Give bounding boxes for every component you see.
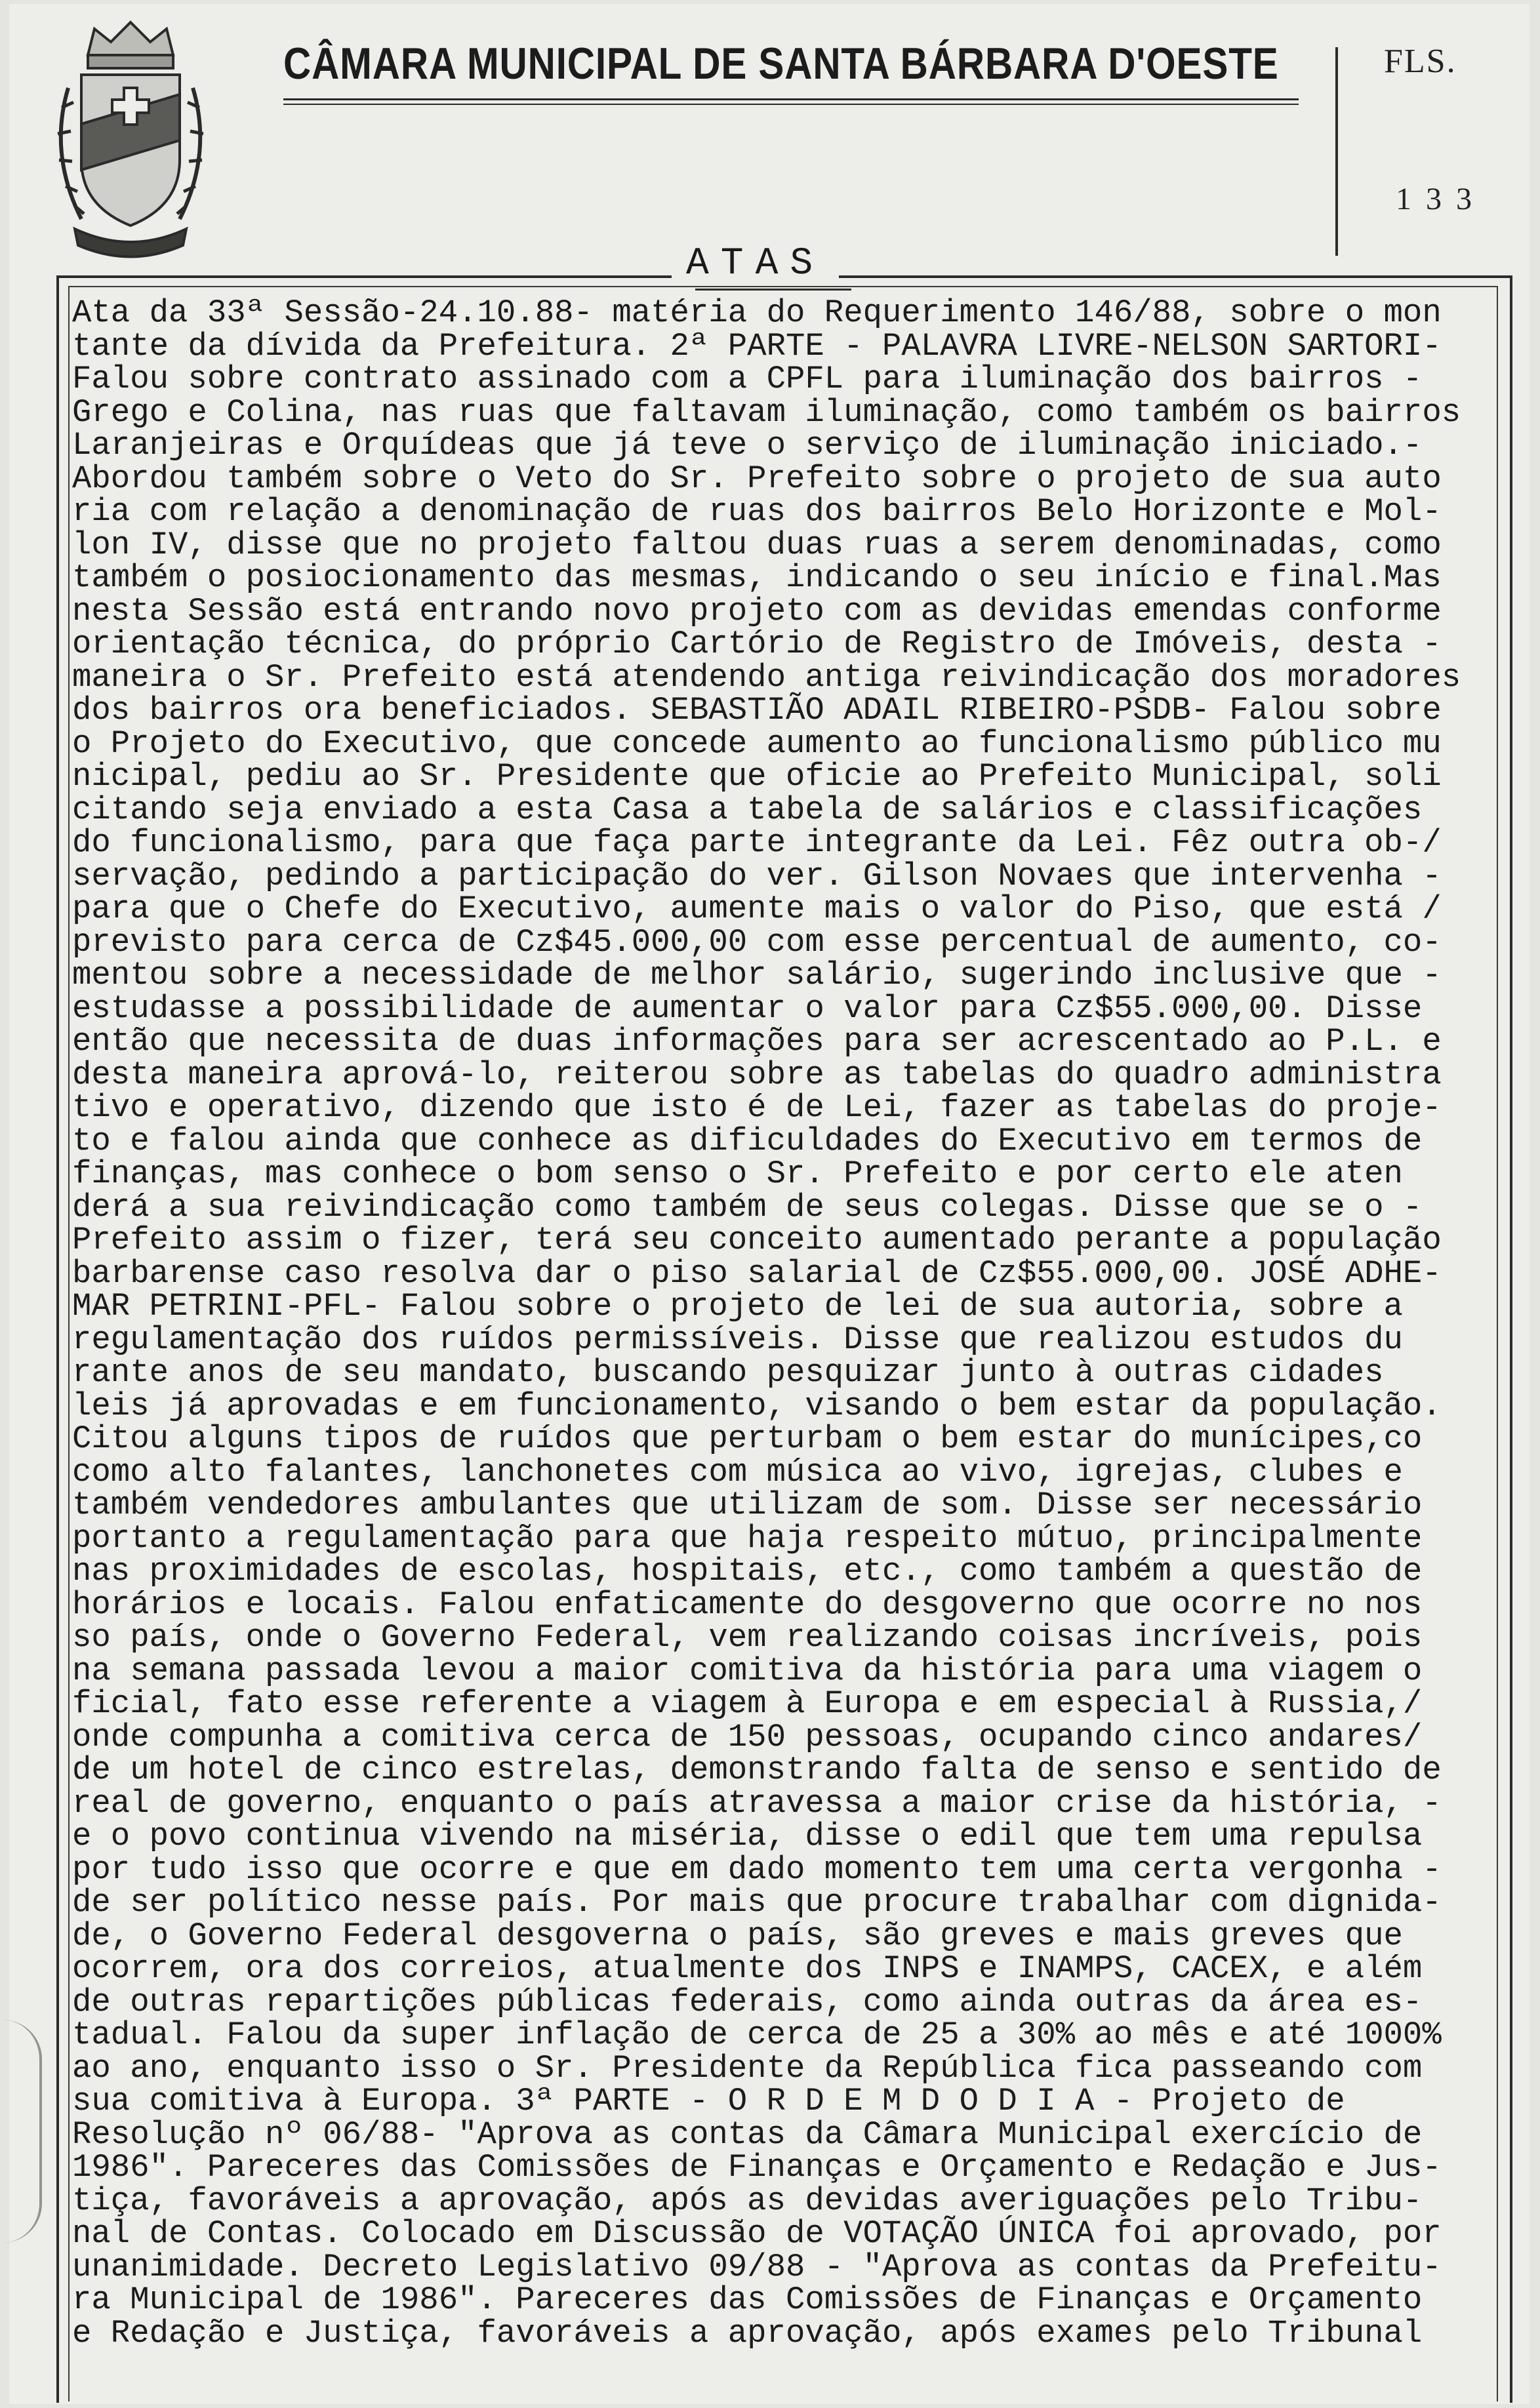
text-line: desta maneira aprová-lo, reiterou sobre as tabelas do quadro administra — [72, 1056, 1442, 1093]
text-line: Prefeito assim o fizer, terá seu conceito aumentado perante a população — [72, 1222, 1442, 1258]
text-line: horários e locais. Falou enfaticamente do desgoverno que ocorre no nos — [72, 1586, 1423, 1623]
text-line: e o povo continua vivendo na miséria, disse o edil que tem uma repulsa — [72, 1818, 1423, 1855]
text-line: tiça, favoráveis a aprovação, após as devidas averiguações pelo Tribu- — [72, 2182, 1423, 2219]
text-line: Grego e Colina, nas ruas que faltavam iluminação, como também os bairros — [72, 393, 1461, 431]
text-line: ocorrem, ora dos correios, atualmente dos INPS e INAMPS, CACEX, e além — [72, 1950, 1423, 1987]
header-rule — [283, 104, 1299, 105]
text-line: estudasse a possibilidade de aumentar o valor para Cz$55.000,00. Disse — [72, 990, 1423, 1027]
text-line: to e falou ainda que conhece as dificuldades do Executivo em termos de — [72, 1122, 1423, 1159]
section-title: ATAS — [672, 243, 839, 285]
text-line: o Projeto do Executivo, que concede aumento ao funcionalismo público mu — [72, 725, 1442, 762]
text-line: portanto a regulamentação para que haja respeito mútuo, principalmente — [72, 1519, 1423, 1557]
text-line: nicipal, pediu ao Sr. Presidente que oficie ao Prefeito Municipal, soli — [72, 758, 1442, 795]
text-line: de ser político nesse país. Por mais que procure trabalhar com dignida- — [72, 1884, 1442, 1921]
page-number: 133 — [1396, 182, 1486, 216]
text-line: sua comitiva à Europa. 3ª PARTE - O R D E M D O D I A - Projeto de — [72, 2083, 1345, 2119]
text-line: citando seja enviado a esta Casa a tabela de salários e classificações — [72, 791, 1423, 828]
text-line: ficial, fato esse referente a viagem à Europa e em especial à Russia,/ — [72, 1685, 1423, 1722]
text-line: nesta Sessão está entrando novo projeto com as devidas emendas conforme — [72, 592, 1442, 630]
section-title-underline — [695, 289, 851, 291]
text-line: do funcionalismo, para que faça parte integrante da Lei. Fêz outra ob-/ — [72, 824, 1442, 861]
text-line: nal de Contas. Colocado em Discussão de VOTAÇÃO ÚNICA foi aprovado, por — [72, 2215, 1442, 2252]
text-line: também vendedores ambulantes que utilizam de som. Disse ser necessário — [72, 1487, 1423, 1523]
text-line: Abordou também sobre o Veto do Sr. Prefeito sobre o projeto de sua auto — [72, 460, 1442, 497]
text-line: dos bairros ora beneficiados. SEBASTIÃO ADAIL RIBEIRO-PSDB- Falou sobre — [72, 692, 1442, 729]
text-line: derá a sua reivindicação como também de seus colegas. Disse que se o - — [72, 1188, 1423, 1226]
text-line: leis já aprovadas e em funcionamento, visando o bem estar da população. — [72, 1387, 1442, 1424]
text-line: e Redação e Justiça, favoráveis a aprovação, após exames pelo Tribunal — [72, 2314, 1423, 2352]
text-line: unanimidade. Decreto Legislativo 09/88 - "Aprova as contas da Prefeitu- — [72, 2248, 1442, 2285]
text-line: barbarense caso resolva dar o piso salarial de Cz$55.000,00. JOSÉ ADHE- — [72, 1254, 1442, 1292]
text-line: maneira o Sr. Prefeito está atendendo antiga reivindicação dos moradores — [72, 658, 1461, 696]
minutes-text — [72, 296, 1482, 2350]
text-line: nas proximidades de escolas, hospitais, etc., como também a questão de — [72, 1553, 1423, 1590]
text-line: Ata da 33ª Sessão-24.10.88- matéria do Requerimento 146/88, sobre o mon — [72, 294, 1442, 331]
text-line: mentou sobre a necessidade de melhor salário, sugerindo inclusive que - — [72, 957, 1442, 993]
fls-divider — [1335, 47, 1338, 256]
text-line: como alto falantes, lanchonetes com música ao vivo, igrejas, clubes e — [72, 1453, 1403, 1491]
text-line: tivo e operativo, dizendo que isto é de Lei, fazer as tabelas do proje- — [72, 1089, 1442, 1126]
text-line: Citou alguns tipos de ruídos que perturbam o bem estar do munícipes,co — [72, 1420, 1423, 1457]
text-line: Resolução nº 06/88- "Aprova as contas da Câmara Municipal exercício de — [72, 2116, 1423, 2153]
text-line: de outras repartições públicas federais, como ainda outras da área es- — [72, 1983, 1423, 2020]
text-line: tadual. Falou da super inflação de cerca de 25 a 30% ao mês e até 1000% — [72, 2017, 1442, 2053]
text-line: finanças, mas conhece o bom senso o Sr. Prefeito e por certo ele aten — [72, 1155, 1403, 1192]
text-line: real de governo, enquanto o país atravessa a maior crise da história, - — [72, 1784, 1442, 1822]
text-line: para que o Chefe do Executivo, aumente mais o valor do Piso, que está / — [72, 891, 1442, 927]
text-line: então que necessita de duas informações para ser acrescentado ao P.L. e — [72, 1023, 1442, 1060]
text-line: de um hotel de cinco estrelas, demonstrando falta de senso e sentido de — [72, 1752, 1442, 1788]
text-line: tante da dívida da Prefeitura. 2ª PARTE - PALAVRA LIVRE-NELSON SARTORI- — [72, 327, 1442, 365]
text-line: Falou sobre contrato assinado com a CPFL para iluminação dos bairros - — [72, 361, 1423, 397]
text-line: ra Municipal de 1986". Pareceres das Comissões de Finanças e Orçamento — [72, 2281, 1423, 2318]
text-line: na semana passada levou a maior comitiva da história para uma viagem o — [72, 1652, 1423, 1689]
header-rule — [283, 98, 1299, 100]
text-line: ria com relação a denominação de ruas dos bairros Belo Horizonte e Mol- — [72, 493, 1442, 530]
margin-pencil-mark — [0, 2020, 42, 2243]
text-line: onde compunha a comitiva cerca de 150 pessoas, ocupando cinco andares/ — [72, 1718, 1423, 1756]
text-line: de, o Governo Federal desgoverna o país, são greves e mais greves que — [72, 1917, 1403, 1954]
text-line: rante anos de seu mandato, buscando pesquizar junto à outras cidades — [72, 1354, 1384, 1391]
text-line: so país, onde o Governo Federal, vem realizando coisas incríveis, pois — [72, 1619, 1423, 1656]
institution-title: CÂMARA MUNICIPAL DE SANTA BÁRBARA D'OESTE — [283, 39, 1279, 89]
text-line: previsto para cerca de Cz$45.000,00 com esse percentual de aumento, co- — [72, 923, 1442, 961]
text-line: lon IV, disse que no projeto faltou duas ruas a serem denominadas, como — [72, 526, 1442, 563]
text-line: orientação técnica, do próprio Cartório de Registro de Imóveis, desta - — [72, 626, 1442, 662]
text-line: ao ano, enquanto isso o Sr. Presidente da República fica passeando com — [72, 2049, 1423, 2087]
municipal-crest-icon — [42, 9, 219, 258]
text-line: regulamentação dos ruídos permissíveis. Disse que realizou estudos du — [72, 1321, 1403, 1358]
fls-label: FLS. — [1384, 43, 1457, 80]
text-line: Laranjeiras e Orquídeas que já teve o serviço de iluminação iniciado.- — [72, 427, 1423, 464]
text-line: MAR PETRINI-PFL- Falou sobre o projeto de lei de sua autoria, sobre a — [72, 1288, 1403, 1325]
text-line: também o posiocionamento das mesmas, indicando o seu início e final.Mas — [72, 559, 1442, 596]
text-line: servação, pedindo a participação do ver. Gilson Novaes que intervenha - — [72, 857, 1442, 894]
text-line: 1986". Pareceres das Comissões de Finanças e Orçamento e Redação e Jus- — [72, 2149, 1442, 2186]
text-line: por tudo isso que ocorre e que em dado momento tem uma certa vergonha - — [72, 1851, 1442, 1888]
